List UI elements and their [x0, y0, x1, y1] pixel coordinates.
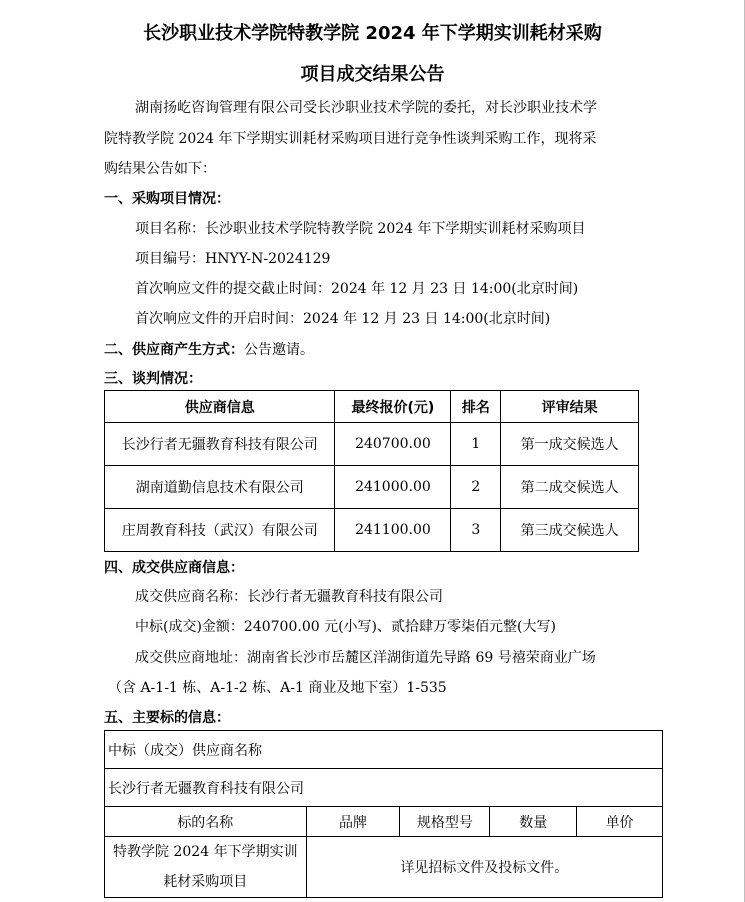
winning-supplier-name: 成交供应商名称：长沙行者无疆教育科技有限公司: [135, 589, 443, 605]
final-price: 240700.00: [335, 423, 451, 466]
winning-supplier-address: 成交供应商地址：湖南省长沙市岳麓区洋湖街道先导路 69 号禧荣商业广场: [135, 650, 596, 666]
header-rank: 排名: [451, 391, 501, 423]
table-row: [105, 466, 639, 509]
header-unit-price: 单价: [577, 807, 663, 837]
final-price: 241000.00: [335, 466, 451, 509]
item-name-line2: 耗材采购项目: [163, 874, 248, 890]
winning-supplier-address-cont: （含 A-1-1 栋、A-1-2 栋、A-1 商业及地下室）1-535: [108, 680, 447, 696]
winning-amount: 中标(成交)金额：240700.00 元(小写)、贰拾肆万零柒佰元整(大写): [135, 619, 556, 635]
section-2-value: 公告邀请。: [244, 342, 314, 358]
rank: 2: [451, 466, 501, 509]
doc-title-line1: 长沙职业技术学院特教学院 2024 年下学期实训耗材采购: [143, 23, 602, 44]
project-name: 项目名称：长沙职业技术学院特教学院 2024 年下学期实训耗材采购项目: [135, 221, 586, 237]
final-price: 241100.00: [335, 509, 451, 552]
doc-title-line2: 项目成交结果公告: [300, 64, 445, 85]
section-2-heading: [104, 339, 314, 359]
project-number: 项目编号：HNYY-N-2024129: [135, 251, 331, 267]
negotiation-table: [104, 390, 639, 552]
table-row: [105, 769, 663, 807]
main-items-table: [104, 730, 663, 898]
section-1-heading: 一、采购项目情况：: [104, 191, 230, 207]
table-row: [105, 509, 639, 552]
intro-line-1: 湖南扬屹咨询管理有限公司受长沙职业技术学院的委托，对长沙职业技术学: [135, 100, 597, 116]
supplier-name: 湖南道勤信息技术有限公司: [105, 466, 335, 509]
intro-line-3: 购结果公告如下：: [104, 161, 216, 177]
header-supplier: 供应商信息: [105, 391, 335, 423]
table-header-row: [105, 807, 663, 837]
section-3-heading: 三、谈判情况：: [104, 371, 202, 387]
header-final-price: 最终报价(元): [335, 391, 451, 423]
supplier-name: 长沙行者无疆教育科技有限公司: [105, 423, 335, 466]
table-header-row: [105, 391, 639, 423]
submission-deadline: 首次响应文件的提交截止时间：2024 年 12 月 23 日 14:00(北京时间): [135, 281, 579, 297]
item-detail: 详见招标文件及投标文件。: [306, 837, 662, 898]
intro-line-2: 院特教学院 2024 年下学期实训耗材采购项目进行竞争性谈判采购工作，现将采: [104, 131, 597, 147]
section-5-heading: 五、主要标的信息：: [104, 710, 230, 726]
section-4-heading: 四、成交供应商信息：: [104, 560, 244, 576]
header-quantity: 数量: [490, 807, 577, 837]
supplier-name: 庄周教育科技（武汉）有限公司: [105, 509, 335, 552]
header-spec-model: 规格型号: [400, 807, 490, 837]
rank: 3: [451, 509, 501, 552]
header-brand: 品牌: [306, 807, 400, 837]
section-2-label: 二、供应商产生方式：: [104, 342, 244, 358]
item-name: [105, 837, 307, 898]
winning-supplier-label: 中标（成交）供应商名称: [105, 731, 663, 769]
review-result: 第二成交候选人: [501, 466, 639, 509]
item-name-line1: 特教学院 2024 年下学期实训: [113, 844, 298, 860]
table-row: [105, 837, 663, 898]
rank: 1: [451, 423, 501, 466]
review-result: 第三成交候选人: [501, 509, 639, 552]
review-result: 第一成交候选人: [501, 423, 639, 466]
header-review-result: 评审结果: [501, 391, 639, 423]
winning-supplier-value: 长沙行者无疆教育科技有限公司: [105, 769, 663, 807]
opening-time: 首次响应文件的开启时间：2024 年 12 月 23 日 14:00(北京时间): [135, 311, 551, 327]
table-row: [105, 731, 663, 769]
table-row: [105, 423, 639, 466]
header-item-name: 标的名称: [105, 807, 307, 837]
